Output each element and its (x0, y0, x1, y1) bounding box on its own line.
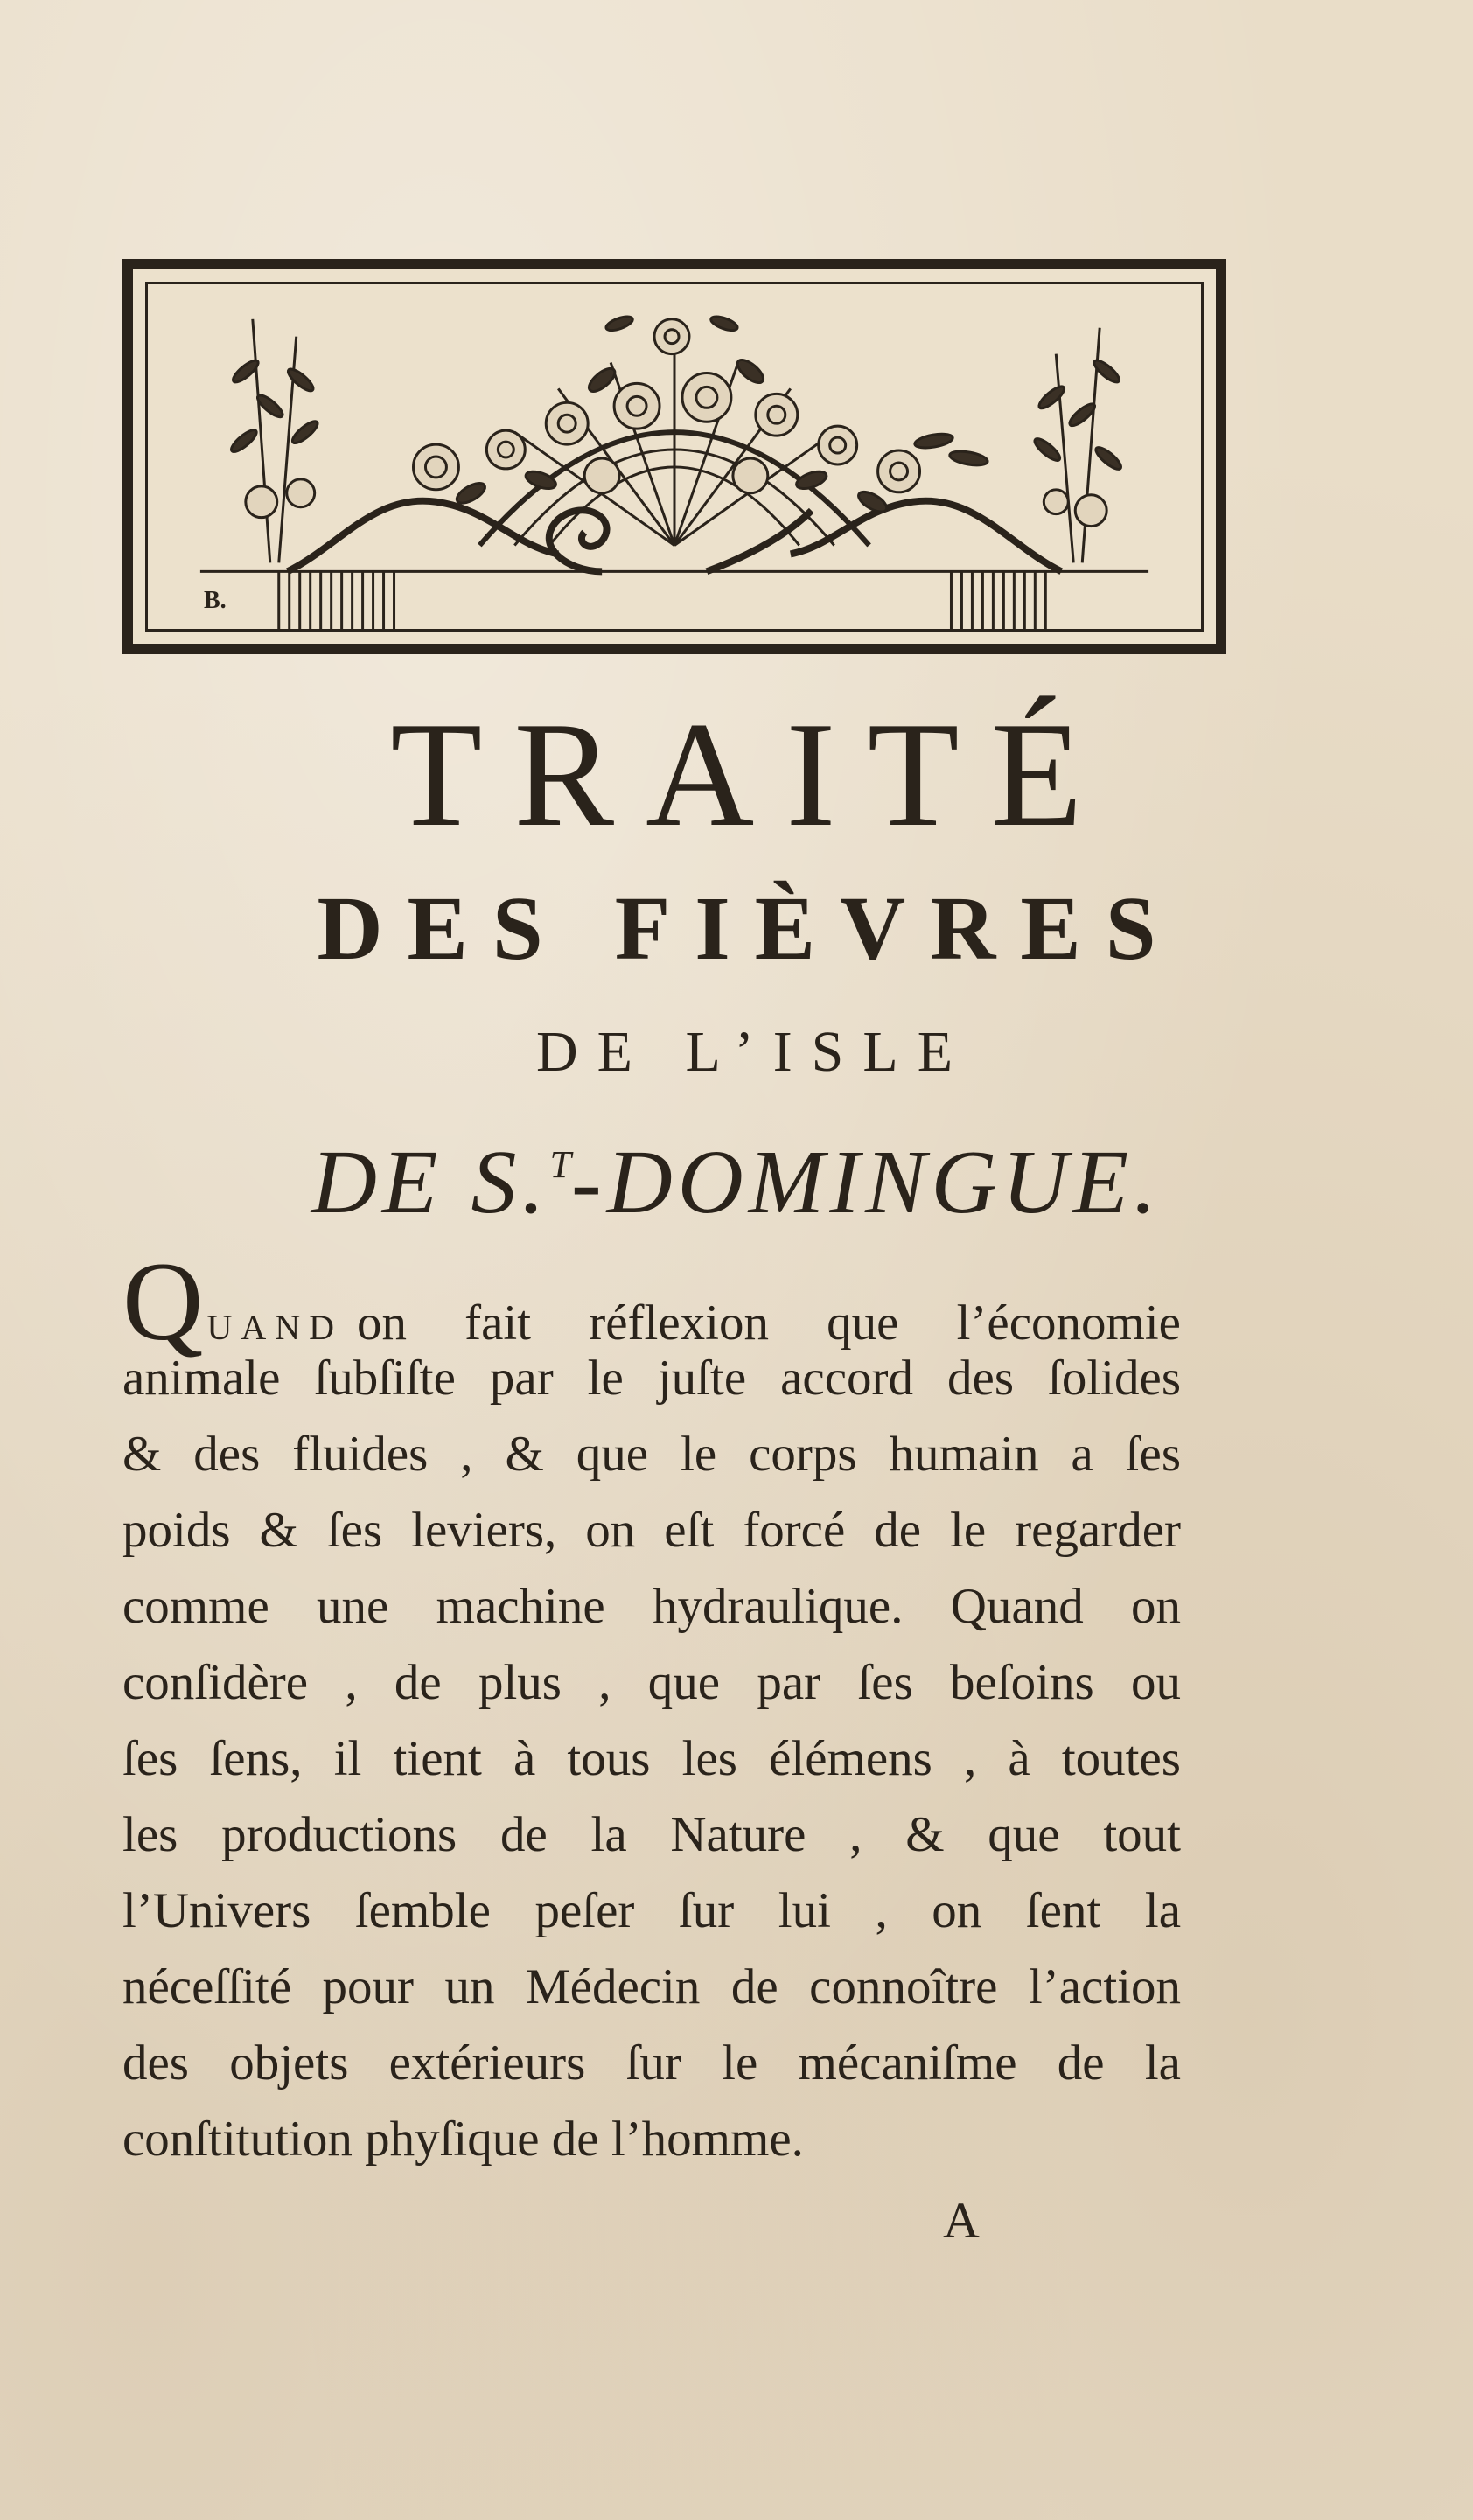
body-paragraph (122, 1239, 1181, 2177)
text-line: comme une machine hydraulique. Quand on (122, 1579, 1181, 1634)
title-main: TRAITÉ (390, 692, 1114, 858)
text-line: conſidère , de plus , que par ſes beſoins ou (122, 1655, 1181, 1710)
signature-mark: A (943, 2192, 980, 2249)
title-line-4-suffix: -DOMINGUE. (570, 1132, 1162, 1232)
first-line (122, 1239, 1181, 1364)
text-line: poids & ſes leviers, on eſt forcé de le regarder (122, 1503, 1181, 1558)
small-caps-word: UAND (206, 1308, 343, 1347)
floral-cartouche-engraving (148, 284, 1201, 629)
text-line-last: conſtitution phyſique de l’homme. (122, 2112, 804, 2167)
text-line: ſes ſens, il tient à tous les élémens , à toutes (122, 1731, 1181, 1786)
text-line: des objets extérieurs ſur le mécaniſme de la (122, 2035, 1181, 2091)
text-line: les productions de la Nature , & que tout (122, 1807, 1181, 1862)
title-line-4-prefix: DE S. (311, 1132, 550, 1232)
text-line: néceſſité pour un Médecin de connoître l’action (122, 1959, 1181, 2014)
text-line: l’Univers ſemble peſer ſur lui , on ſent la (122, 1883, 1181, 1938)
text-line: & des fluides , & que le corps humain a ſes (122, 1427, 1181, 1482)
title-line-4 (0, 1132, 1473, 1232)
ornament-frame (145, 282, 1204, 632)
drop-cap: Q (122, 1239, 204, 1364)
title-line-3: DE L’ISLE (535, 1020, 973, 1084)
title-line-4-superscript: T (549, 1143, 571, 1186)
engraver-mark: B. (204, 587, 227, 614)
text-line: animale ſubſiſte par le juſte accord des ſolides (122, 1351, 1181, 1406)
title-line-2: DES FIÈVRES (317, 878, 1181, 979)
first-line-text: on fait réflexion que l’économie (356, 1295, 1181, 1351)
headpiece-ornament (122, 259, 1226, 654)
